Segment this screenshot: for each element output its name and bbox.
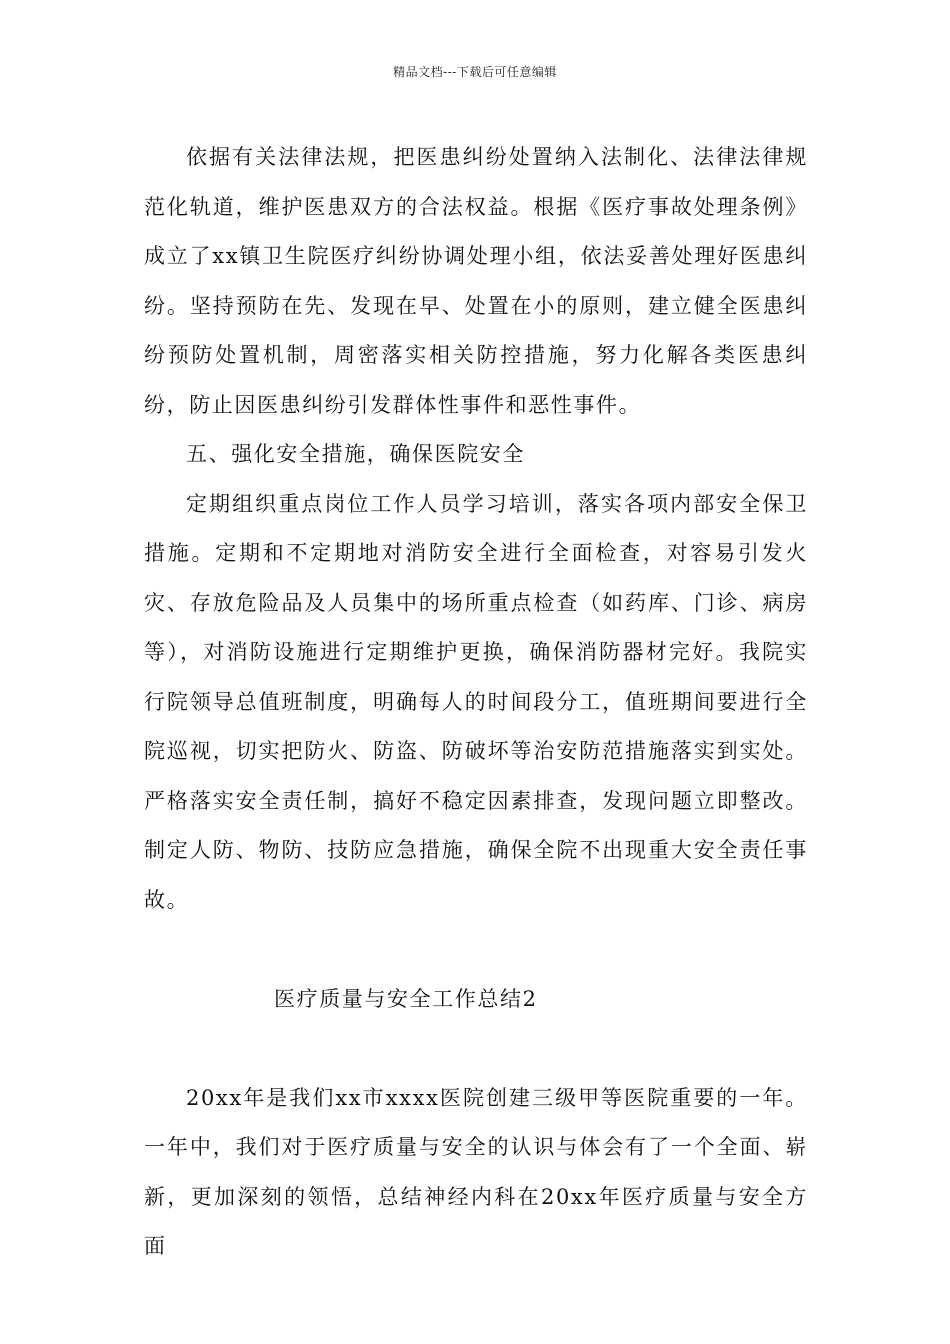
page-header: 精品文档---下载后可任意编辑 <box>393 65 557 79</box>
blank-line <box>144 1024 808 1074</box>
section-heading-five: 五、强化安全措施，确保医院安全 <box>186 442 525 466</box>
blank-line <box>144 925 808 975</box>
paragraph-safety-measures: 定期组织重点岗位工作人员学习培训，落实各项内部安全保卫措施。定期和不定期地对消防安全进行全面检查，对容易引发火灾、存放危险品及人员集中的场所重点检查（如药库、门诊、病房等），对消防设施进行定期维护更换，确保消防器材完好。我院实行院领导总值班制度，明确每人的时间段分工，值班期间要进行全院巡视，切实把防火、防盗、防破坏等治安防范措施落实到实处。严格落实安全责任制，搞好不稳定因素排查，发现问题立即整改。制定人防、物防、技防应急措施，确保全院不出现重大安全责任事故。 <box>144 491 808 912</box>
document-title-2: 医疗质量与安全工作总结2 <box>274 986 538 1011</box>
paragraph-medical-disputes: 依据有关法律法规，把医患纠纷处置纳入法制化、法律法律规范化轨道，维护医患双方的合法权益。根据《医疗事故处理条例》成立了xx镇卫生院医疗纠纷协调处理小组，依法妥善处理好医患纠纷。坚持预防在先、发现在早、处置在小的原则，建立健全医患纠纷预防处置机制，周密落实相关防控措施，努力化解各类医患纠纷，防止因医患纠纷引发群体性事件和恶性事件。 <box>144 145 808 417</box>
paragraph-summary-intro: 20xx年是我们xx市xxxx医院创建三级甲等医院重要的一年。一年中，我们对于医疗质量与安全的认识与体会有了一个全面、崭新，更加深刻的领悟，总结神经内科在20xx年医疗质量与安全方面 <box>144 1085 808 1258</box>
document-body <box>144 133 808 1272</box>
